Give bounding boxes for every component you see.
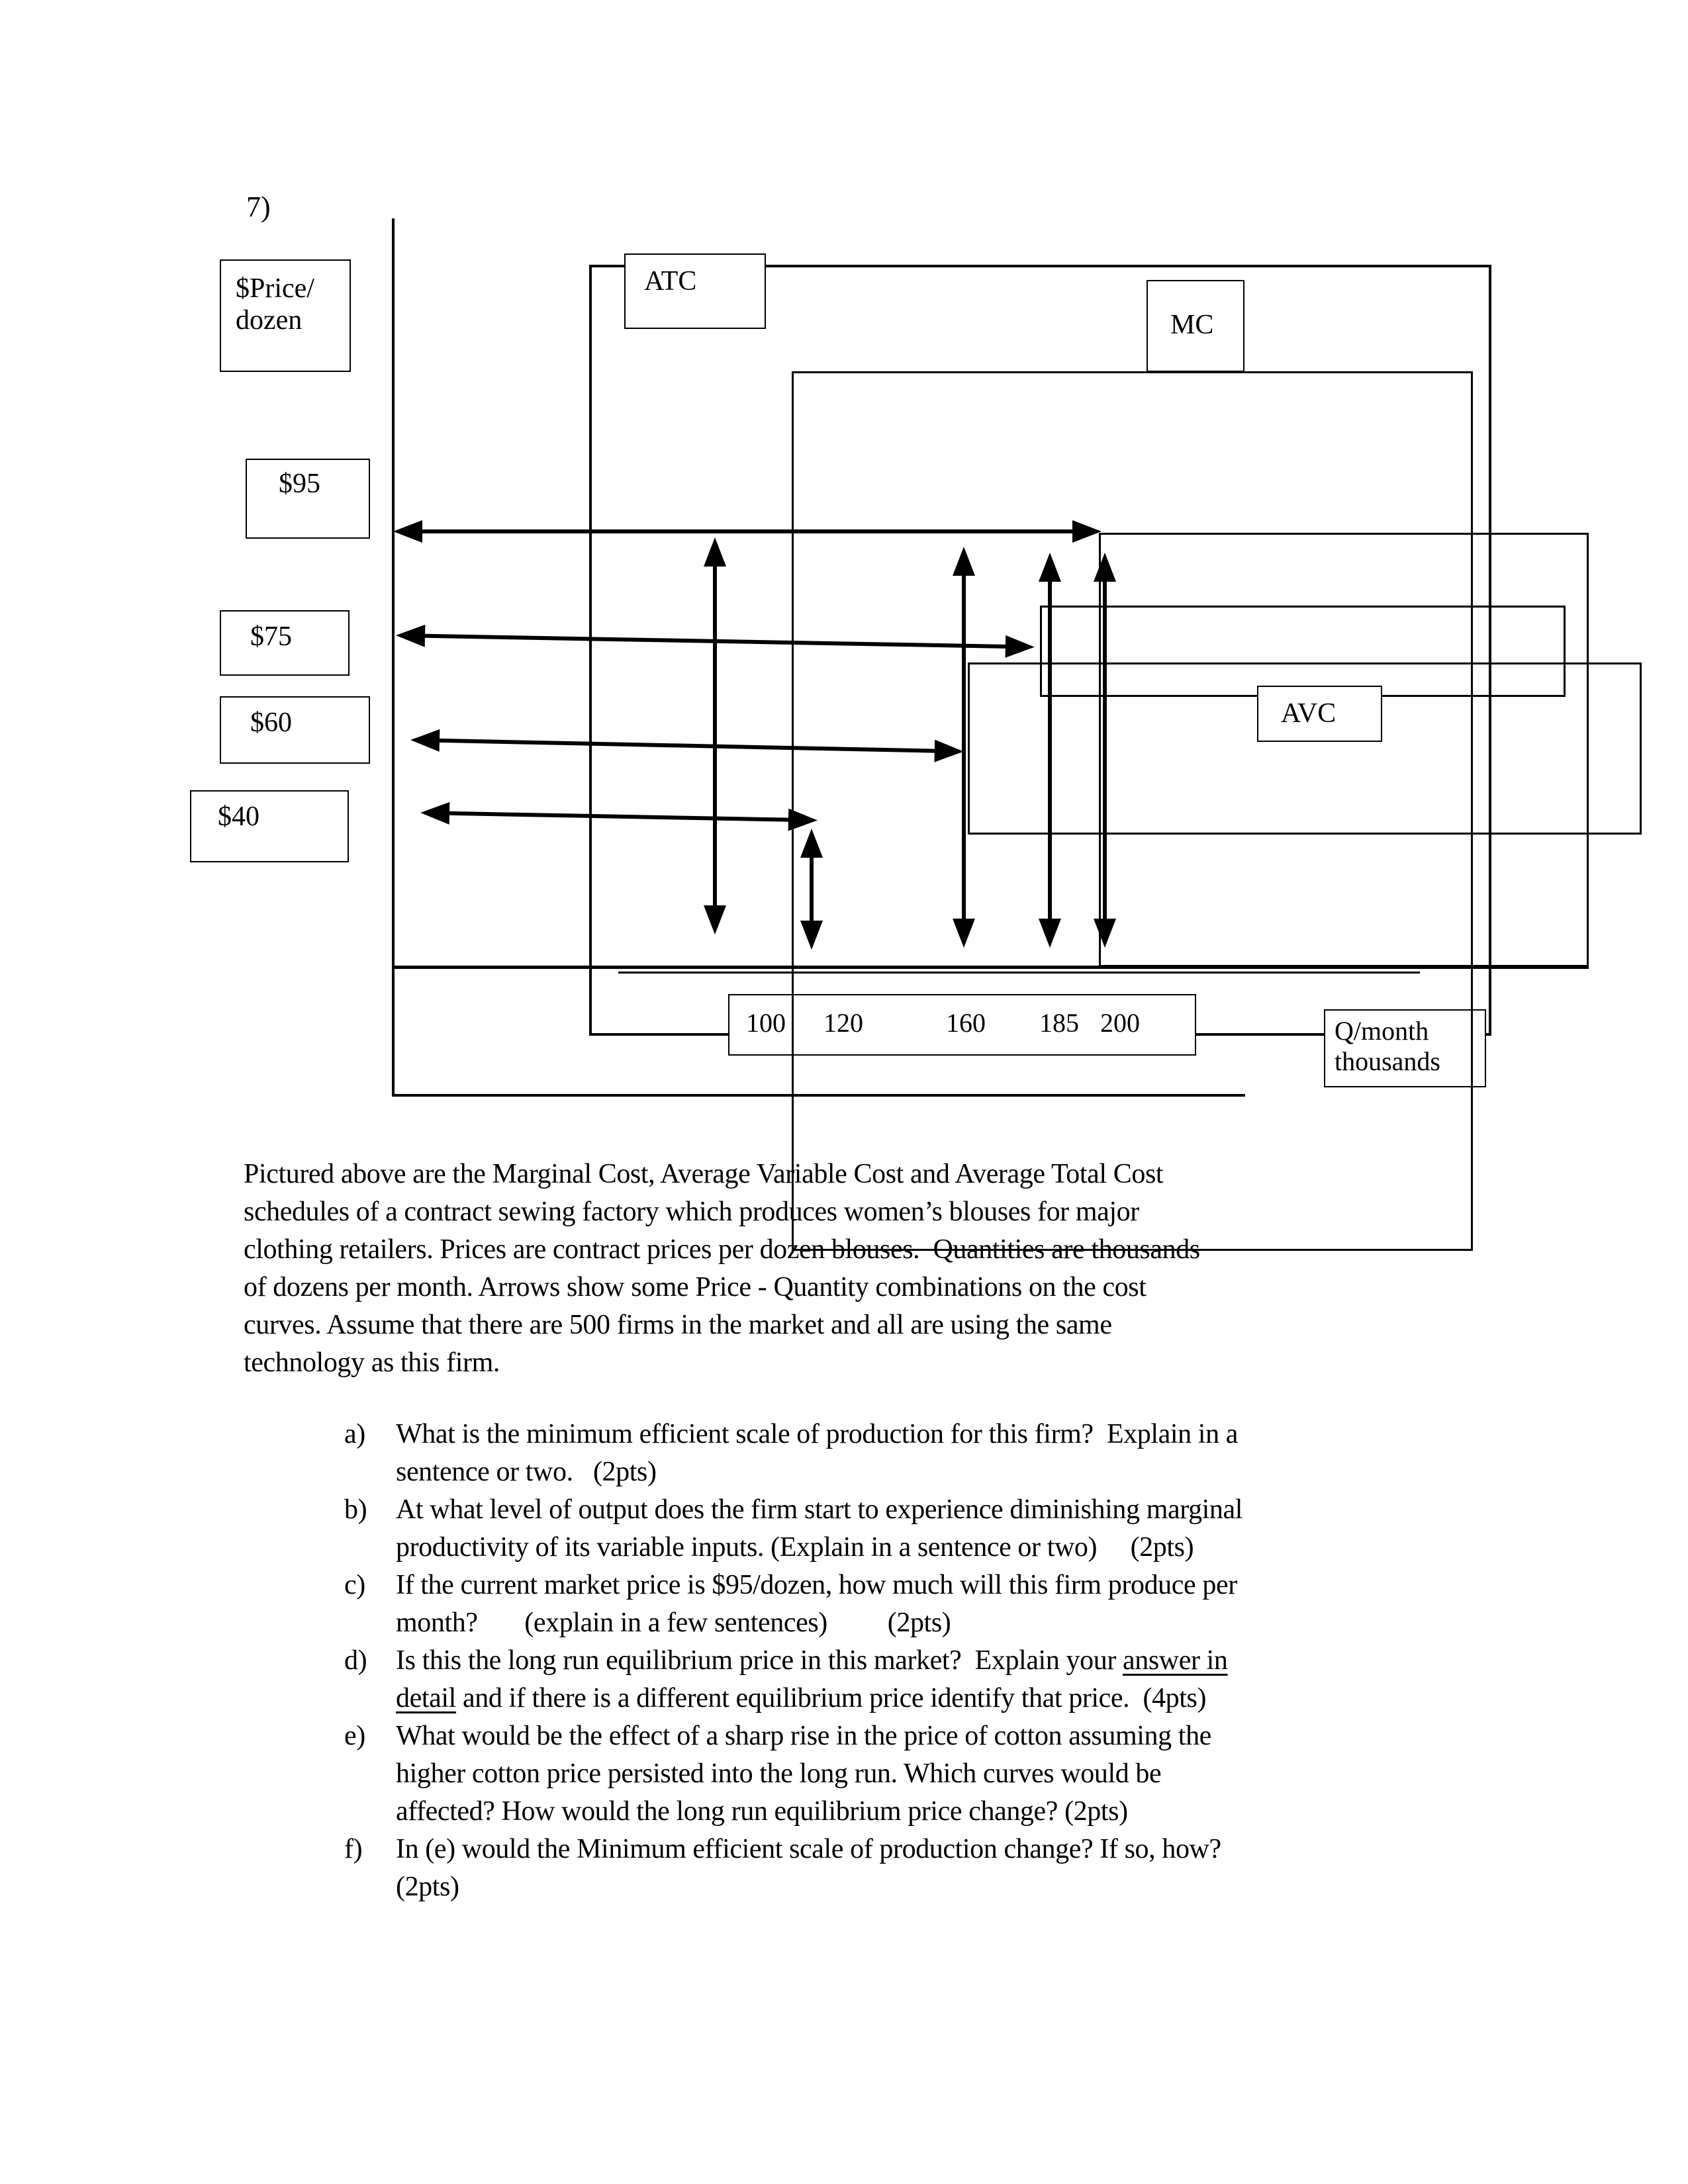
price-40-box bbox=[190, 790, 349, 862]
y-axis-label-line1: $Price/ bbox=[236, 273, 314, 304]
question-b-text: At what level of output does the firm start to experience diminishing marginal bbox=[396, 1494, 1243, 1525]
question-c-line1 bbox=[344, 1567, 1243, 1604]
arrowhead-down-icon bbox=[953, 919, 975, 948]
question-a-text: sentence or two. (2pts) bbox=[396, 1457, 657, 1487]
question-d-label: d) bbox=[344, 1645, 367, 1676]
arrowhead-up-icon bbox=[1094, 553, 1116, 582]
question-c-text: If the current market price is $95/dozen, how much will this firm produce per bbox=[396, 1570, 1237, 1600]
question-d-text: Is this the long run equilibrium price in this market? Explain your bbox=[396, 1645, 1123, 1676]
question-e-text: higher cotton price persisted into the long run. Which curves would be bbox=[396, 1758, 1162, 1789]
arrowhead-up-icon bbox=[800, 829, 823, 858]
arrowhead-left-icon bbox=[393, 520, 422, 543]
question-e-label: e) bbox=[344, 1721, 365, 1751]
question-d-underlined-text: detail bbox=[396, 1683, 456, 1713]
intro-line: clothing retailers. Prices are contract prices per dozen blouses. Quantities are thousands bbox=[244, 1234, 1200, 1265]
question-d-text: and if there is a different equilibrium price identify that price. (4pts) bbox=[455, 1683, 1207, 1713]
price-75-label: $75 bbox=[250, 621, 292, 652]
arrowhead-up-icon bbox=[953, 547, 975, 576]
y-axis-label-box bbox=[220, 259, 351, 372]
tick-160: 160 bbox=[946, 1008, 986, 1038]
price-60-box bbox=[220, 696, 370, 764]
question-e-text: What would be the effect of a sharp rise in the price of cotton assuming the bbox=[396, 1721, 1211, 1751]
arrowhead-left-icon bbox=[420, 801, 450, 825]
avc-label: AVC bbox=[1281, 698, 1336, 729]
question-f-line2 bbox=[344, 1868, 1243, 1906]
mc-label: MC bbox=[1170, 310, 1214, 340]
question-c-text: month? (explain in a few sentences) (2pts) bbox=[396, 1608, 951, 1638]
intro-line: technology as this firm. bbox=[244, 1347, 500, 1378]
question-e-line1 bbox=[344, 1717, 1243, 1755]
question-c-label: c) bbox=[344, 1570, 365, 1600]
question-b-line2 bbox=[344, 1529, 1243, 1567]
question-a-line1 bbox=[344, 1416, 1243, 1453]
y-axis bbox=[392, 218, 395, 1097]
intro-line: of dozens per month. Arrows show some Price - Quantity combinations on the cost bbox=[244, 1272, 1147, 1302]
arrowhead-down-icon bbox=[1094, 919, 1116, 948]
x-axis-second-line bbox=[618, 972, 1420, 974]
arrowhead-down-icon bbox=[704, 905, 726, 934]
intro-paragraph bbox=[244, 1156, 1200, 1382]
question-f-text: In (e) would the Minimum efficient scale of production change? If so, how? bbox=[396, 1834, 1221, 1864]
arrowhead-up-icon bbox=[704, 537, 726, 567]
question-number: 7) bbox=[246, 191, 271, 223]
arrowhead-down-icon bbox=[800, 921, 823, 950]
question-e-line2 bbox=[344, 1755, 1243, 1793]
x-axis-line bbox=[392, 966, 1589, 969]
intro-line: schedules of a contract sewing factory which produces women’s blouses for major bbox=[244, 1197, 1139, 1227]
price-75-box bbox=[220, 610, 350, 676]
question-e-text: affected? How would the long run equilibrium price change? (2pts) bbox=[396, 1796, 1128, 1827]
diagram-bottom-line bbox=[392, 1094, 1245, 1097]
question-f-label: f) bbox=[344, 1834, 363, 1864]
question-d-underlined-text: answer in bbox=[1123, 1645, 1228, 1676]
question-e-line3 bbox=[344, 1793, 1243, 1831]
tick-200: 200 bbox=[1100, 1008, 1140, 1038]
question-d-line1 bbox=[344, 1642, 1243, 1680]
atc-label-box bbox=[624, 253, 766, 329]
arrowhead-right-icon bbox=[1006, 635, 1035, 659]
y-axis-label-line2: dozen bbox=[236, 305, 303, 336]
question-b-label: b) bbox=[344, 1494, 367, 1525]
price-40-label: $40 bbox=[218, 801, 259, 832]
price-95-box bbox=[246, 459, 370, 539]
tick-185: 185 bbox=[1039, 1008, 1079, 1038]
arrowhead-left-icon bbox=[396, 624, 426, 647]
mc-label-box bbox=[1147, 280, 1244, 372]
question-d-line2 bbox=[344, 1680, 1243, 1717]
avc-label-box bbox=[1257, 686, 1382, 742]
arrowhead-right-icon bbox=[934, 740, 964, 763]
question-f-text: (2pts) bbox=[396, 1872, 459, 1902]
arrowhead-down-icon bbox=[1039, 919, 1061, 948]
question-f-line1 bbox=[344, 1831, 1243, 1868]
question-b-line1 bbox=[344, 1491, 1243, 1529]
tick-120: 120 bbox=[823, 1008, 863, 1038]
x-axis-label-line1: Q/month bbox=[1335, 1016, 1429, 1046]
x-axis-label-line2: thousands bbox=[1335, 1046, 1440, 1076]
price-95-label: $95 bbox=[279, 469, 320, 499]
question-a-text: What is the minimum efficient scale of production for this firm? Explain in a bbox=[396, 1419, 1239, 1449]
intro-line: curves. Assume that there are 500 firms in the market and all are using the same bbox=[244, 1310, 1112, 1340]
arrowhead-right-icon bbox=[1072, 520, 1102, 543]
intro-line: Pictured above are the Marginal Cost, Average Variable Cost and Average Total Cost bbox=[244, 1159, 1164, 1189]
tick-100: 100 bbox=[746, 1008, 786, 1038]
arrowhead-left-icon bbox=[410, 729, 440, 752]
arrowhead-up-icon bbox=[1039, 553, 1061, 582]
question-a-line2 bbox=[344, 1453, 1243, 1491]
questions-list bbox=[344, 1416, 1243, 1906]
question-b-text: productivity of its variable inputs. (Explain in a sentence or two) (2pts) bbox=[396, 1532, 1194, 1563]
question-a-label: a) bbox=[344, 1419, 365, 1449]
price-60-label: $60 bbox=[250, 707, 292, 738]
atc-label: ATC bbox=[644, 266, 697, 296]
question-c-line2 bbox=[344, 1604, 1243, 1642]
